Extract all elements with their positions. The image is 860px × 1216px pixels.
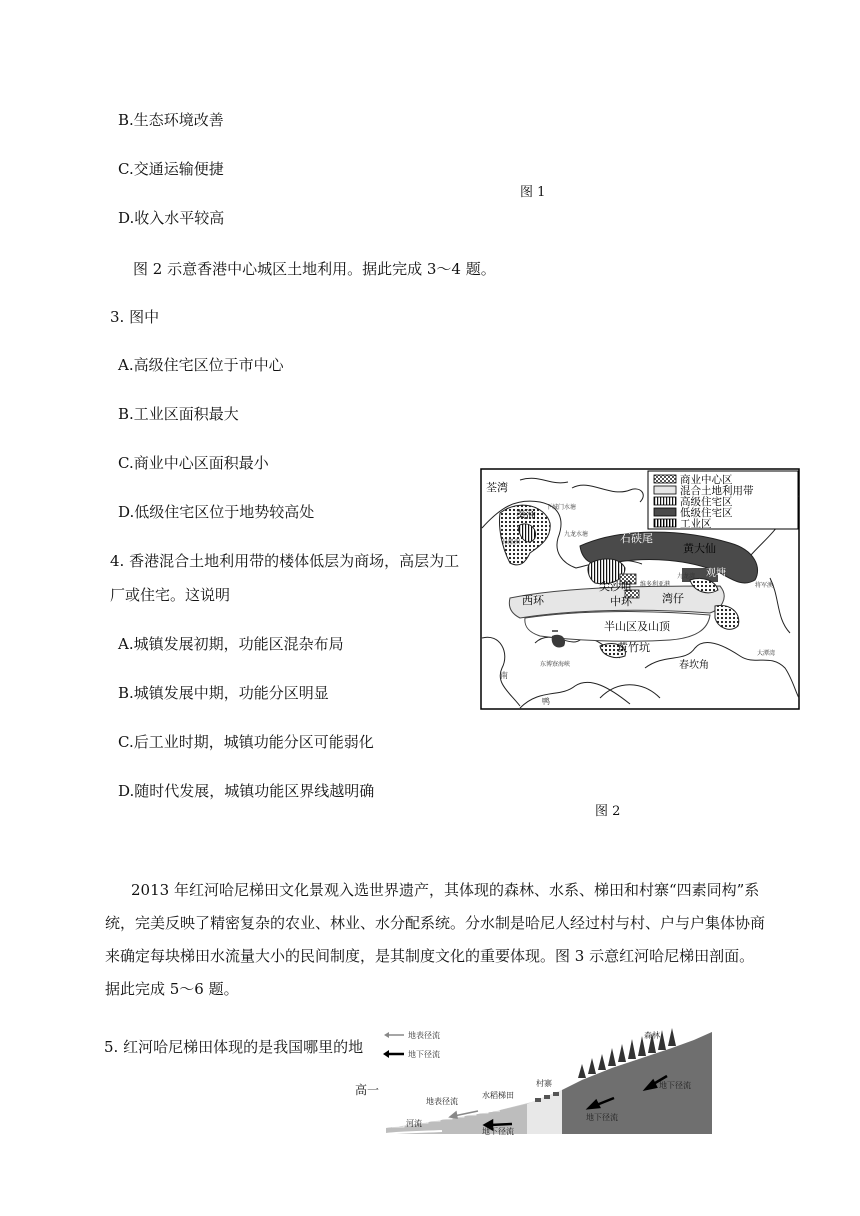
fig2-intro: 图 2 示意香港中心城区土地利用。据此完成 3～4 题。 [133,260,496,278]
q3-option-c: C.商业中心区面积最小 [118,454,269,472]
label-tsim-sha-tsui: 尖沙咀 [599,580,632,593]
legend-industrial: 工业区 [680,518,712,530]
legend-groundwater-runoff: 地下径流 [408,1050,440,1059]
small-label-kowloon-reservoir: 九龙水塘 [564,531,589,538]
label-paddy-terrace: 水稻梯田 [482,1091,514,1100]
small-label-reservoir: 下城门水塘 [546,504,577,511]
label-sai-wan: 西环 [522,594,544,607]
label-wong-chuk-hang: 黄竹坑 [617,641,650,654]
label-kwai-chung: 葵涌 [516,510,536,521]
label-groundwater-low: 地下径流 [482,1127,514,1136]
small-label-tai-tam-bay: 大潭湾 [757,650,776,657]
q4-option-a: A.城镇发展初期，功能区混杂布局 [118,635,344,653]
label-kwun-tong: 观塘 [706,568,726,579]
fig2-map [480,468,800,710]
honghe-passage: 2013 年红河哈尼梯田文化景观入选世界遗产，其体现的森林、水系、梯田和村寨“四素同构”系统，完美反映了精密复杂的农业、林业、水分配系统。分水制是哈尼人经过村与村、户与户集体协商来确定每块梯田水流量大小的民间制度，是其制度文化的重要体现。图 3 示意红河哈尼梯田剖面。据此完成 5～6 题。 [105,881,766,998]
small-label-ap: 鸭 [542,697,550,706]
label-wan-chai: 湾仔 [662,592,684,605]
label-groundwater-upper: 地下径流 [659,1081,691,1090]
q4-stem-line1: 4. 香港混合土地利用带的楼体低层为商场，高层为工 [110,552,460,570]
fig3-axis-label: 高一 [355,1083,380,1097]
q3-stem: 3. 图中 [110,308,160,326]
small-label-stonecutters: 昂船洲 [502,539,521,546]
q3-option-d: D.低级住宅区位于地势较高处 [118,503,315,521]
q4-option-b: B.城镇发展中期，功能分区明显 [118,684,329,702]
legend-commercial: 商业中心区 [680,474,733,486]
label-tsuen-wan: 荃湾 [486,481,508,494]
q4-option-c: C.后工业时期，城镇功能分区可能弱化 [118,733,374,751]
small-label-victoria-harbour: 维多利亚港 [640,581,671,588]
fig3-profile [382,1028,717,1136]
legend-surface-runoff: 地表径流 [408,1031,440,1040]
fig2-caption: 图 2 [595,804,621,819]
q4-option-d: D.随时代发展，城镇功能区界线越明确 [118,782,375,800]
q5-stem: 5. 红河哈尼梯田体现的是我国哪里的地 [104,1038,364,1056]
legend-mixed: 混合土地利用带 [680,485,754,497]
fig2-legend [648,471,798,530]
fig1-caption: 图 1 [520,185,546,200]
q3-option-b: B.工业区面积最大 [118,405,239,423]
small-label-kowloon-bay: 九龙湾 [677,573,696,580]
small-label-east-lamma: 东博寮海峡 [540,661,571,668]
label-river: 河流 [406,1119,422,1128]
legend-high-residential: 高级住宅区 [680,496,733,508]
label-village: 村寨 [536,1079,552,1088]
q3-option-a: A.高级住宅区位于市中心 [118,356,284,374]
legend-low-residential: 低级住宅区 [680,507,733,519]
q2-option-c: C.交通运输便捷 [118,160,224,178]
small-label-south: 南 [500,671,508,680]
label-groundwater-mid: 地下径流 [586,1113,618,1122]
q2-option-b: B.生态环境改善 [118,111,224,129]
label-chung-hom-kok: 春坎角 [679,660,709,671]
fig3-legend [383,1030,440,1059]
q4-stem-line2: 厂或住宅。这说明 [110,586,231,604]
label-shek-kip-mei: 石硖尾 [620,532,653,545]
small-label-tseung-kwan-o: 将军澳 [755,582,774,589]
q2-option-d: D.收入水平较高 [118,209,225,227]
label-surface-runoff: 地表径流 [426,1097,458,1106]
label-forest: 森林 [644,1031,660,1040]
label-central: 中环 [610,595,632,608]
label-mid-levels: 半山区及山顶 [604,620,670,633]
label-wong-tai-sin: 黄大仙 [683,542,716,555]
